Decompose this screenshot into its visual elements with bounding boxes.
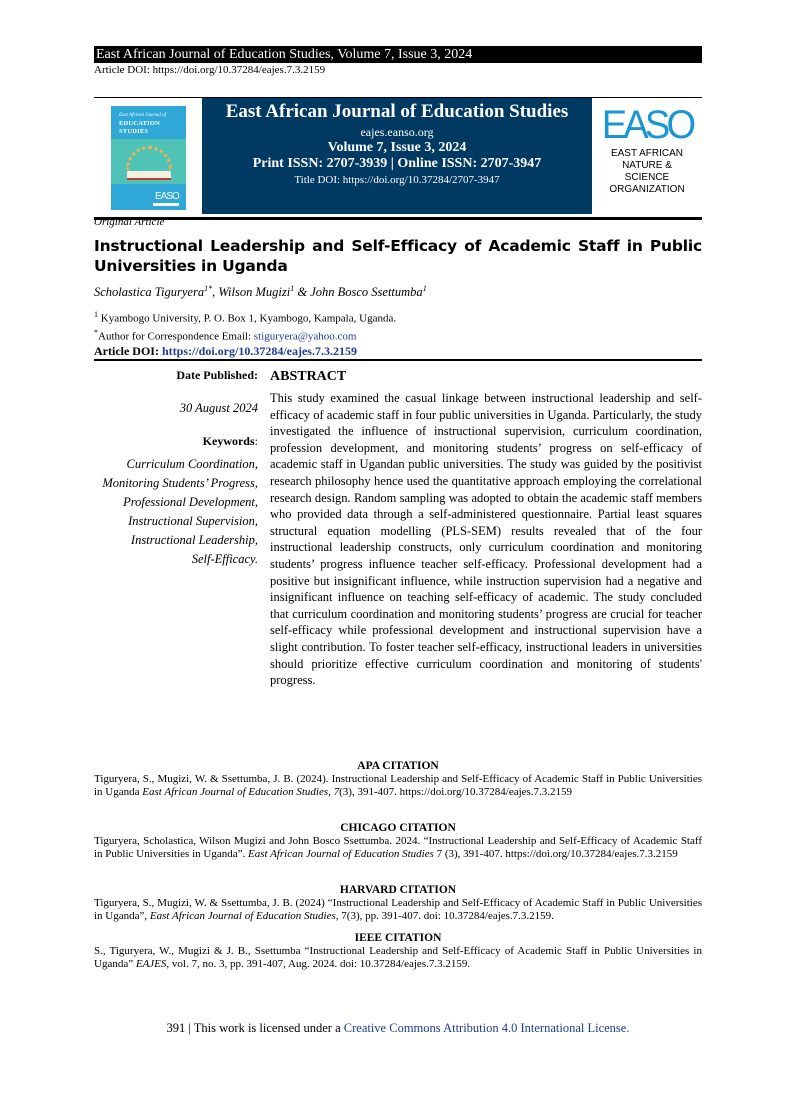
cover-cell (94, 98, 202, 214)
open-book-icon (127, 171, 171, 180)
citation-text: , 7(3), pp. 391-407. doi: 10.37284/eajes.7.3.2159. (335, 910, 554, 922)
article-type: Original Article (94, 216, 165, 228)
ieee-citation-text (94, 945, 702, 971)
page-footer (94, 1021, 702, 1036)
harvard-citation (94, 883, 702, 923)
author-affiliation-mark: 1 (290, 284, 295, 293)
license-link[interactable]: Creative Commons Attribution 4.0 International License. (343, 1021, 630, 1035)
author-name: Scholastica Tiguryera (94, 285, 205, 300)
affiliation-mark: 1 (94, 310, 98, 319)
organization-block (592, 98, 702, 214)
cover-title-line2: STUDIES (119, 128, 149, 135)
keyword: Professional Development, (123, 495, 258, 509)
article-doi (94, 344, 357, 359)
keywords-colon: : (254, 434, 258, 448)
keyword: Self-Efficacy. (191, 552, 258, 566)
harvard-citation-text (94, 897, 702, 923)
citation-journal: East African Journal of Education Studies (149, 910, 336, 922)
org-name-line: EAST AFRICAN (610, 148, 684, 159)
keyword: Monitoring Students’ Progress, (102, 476, 258, 490)
abstract-text: This study examined the casual linkage between instructional leadership and self-efficacy of academic staff in four public universities in Uganda. Particularly, the study investigated the influence of instructional supervision, curriculum coordination, profession development, and monitoring students’ progress on self-efficacy of academic staff in Ugandan public universities. The study was guided by the positivist research philosophy hence used the quantitative approach employing the correlational research design. Random sampling was adopted to obtain the academic staff members who provided data through a self-administered questionnaire. Partial least squares structural equation modelling (PLS-SEM) results revealed that of the four instructional leadership constructs, only curriculum coordination and monitoring students’ progress influence teacher self-efficacy. Professional development had a positive but insignificant influence, while instruction supervision had a negative and insignificant influence on teaching self-efficacy of academic. The study concluded that curriculum coordination and monitoring students’ progress are crucial for teacher self-efficacy while professional development and instructional supervision have a slight contribution. To foster teacher self-efficacy, instructional leaders in universities should prioritize effective curriculum coordination and monitoring of students' progress. (270, 391, 702, 688)
correspondence-email-link[interactable]: stiguryera@yahoo.com (253, 330, 357, 343)
ieee-citation (94, 931, 702, 971)
article-doi-link[interactable]: https://doi.org/10.37284/eajes.7.3.2159 (161, 344, 357, 358)
cover-logo: EASO (155, 191, 179, 202)
citation-text: 7 (3), 391-407. https://doi.org/10.37284/eajes.7.3.2159 (433, 848, 678, 860)
citation-text: , vol. 7, no. 3, pp. 391-407, Aug. 2024. doi: 10.37284/eajes.7.3.2159. (166, 958, 471, 970)
author-affiliation-mark: 1 (422, 284, 427, 293)
org-name-line: ORGANIZATION (609, 184, 685, 195)
affiliations (94, 308, 396, 343)
journal-volume: Volume 7, Issue 3, 2024 (327, 140, 467, 155)
apa-citation-text (94, 773, 702, 799)
cover-small-title: East African Journal of (119, 113, 166, 118)
citation-journal: East African Journal of Education Studies, (142, 786, 331, 798)
citation-journal: EAJES (135, 958, 167, 970)
keyword: Curriculum Coordination, (126, 457, 258, 471)
keywords-label (94, 434, 258, 449)
abstract-section (270, 368, 702, 689)
author-separator: , (212, 285, 219, 300)
keywords-label-text: Keywords (202, 434, 255, 448)
org-name-line: SCIENCE (624, 172, 670, 183)
author-name: John Bosco Ssettumba (310, 285, 423, 300)
harvard-citation-heading: HARVARD CITATION (339, 884, 457, 896)
article-title: Instructional Leadership and Self-Efficacy of Academic Staff in Public Universities in Uganda (94, 237, 702, 275)
article-doi-label: Article DOI: (94, 344, 162, 358)
chicago-citation (94, 821, 702, 861)
chicago-citation-heading: CHICAGO CITATION (340, 822, 456, 834)
citation-volume: 7 (330, 786, 340, 798)
affiliation-text: Kyambogo University, P. O. Box 1, Kyambogo, Kampala, Uganda. (100, 312, 397, 325)
keyword: Instructional Supervision, (128, 514, 258, 528)
article-sidebar (94, 368, 258, 569)
journal-issn: Print ISSN: 2707-3939 | Online ISSN: 2707-3947 (252, 156, 542, 171)
author-list (94, 284, 427, 300)
citation-text: S., Tiguryera, W., Mugizi & J. B., Ssettumba “Instructional Leadership and Self-Efficacy of Academic Staff in Public Universities in Uganda” (94, 945, 702, 970)
organization-name (592, 148, 702, 196)
journal-page (94, 46, 702, 1035)
journal-cover-image (111, 106, 186, 210)
org-name-line: NATURE & (622, 160, 672, 171)
author-name: Wilson Mugizi (218, 285, 291, 300)
author-separator: & (294, 285, 311, 300)
citation-journal: East African Journal of Education Studies (247, 848, 434, 860)
keyword: Instructional Leadership, (130, 533, 258, 547)
journal-title: East African Journal of Education Studies (225, 101, 569, 122)
footer-text: 391 | This work is licensed under a (166, 1021, 344, 1035)
citation-text: Tiguryera, S., Mugizi, W. & Ssettumba, J. B. (2024) “Instructional Leadership and Self-Efficacy of Academic Staff in Public Universities in Uganda”, (94, 897, 702, 922)
correspondence-label: Author for Correspondence Email: (98, 330, 254, 343)
journal-title-block (202, 98, 592, 214)
date-published: 30 August 2024 (179, 401, 258, 415)
citation-text: Tiguryera, S., Mugizi, W. & Ssettumba, J. B. (2024). Instructional Leadership and Self-Efficacy of Academic Staff in Public Universities in Uganda (94, 773, 702, 798)
chicago-citation-text (94, 835, 702, 861)
title-doi[interactable]: Title DOI: https://doi.org/10.37284/2707-3947 (294, 174, 500, 186)
apa-citation-heading: APA CITATION (357, 760, 439, 772)
citation-text: (3), 391-407. https://doi.org/10.37284/eajes.7.3.2159 (339, 786, 573, 798)
correspondence-mark: * (94, 327, 98, 337)
eanso-logo-icon: EASO (601, 103, 693, 147)
correspondence-line (94, 326, 396, 344)
citation-text: Tiguryera, Scholastica, Wilson Mugizi and John Bosco Ssettumba. 2024. “Instructional Leadership and Self-Efficacy of Academic Staff in Public Universities in Uganda”. (94, 835, 702, 860)
apa-citation (94, 759, 702, 799)
affiliation-line (94, 308, 396, 326)
running-header: East African Journal of Education Studies, Volume 7, Issue 3, 2024 (94, 46, 702, 63)
running-article-doi: Article DOI: https://doi.org/10.37284/eajes.7.3.2159 (94, 64, 326, 76)
ieee-citation-heading: IEEE CITATION (354, 932, 442, 944)
author-affiliation-mark: 1* (204, 284, 213, 293)
keywords-list (94, 455, 258, 569)
section-divider (94, 359, 702, 361)
date-published-label: Date Published: (176, 368, 258, 382)
abstract-heading: ABSTRACT (270, 369, 347, 384)
cover-title-line1: EDUCATION (119, 120, 161, 127)
cover-logo-bar (153, 203, 179, 206)
journal-masthead (94, 97, 702, 220)
journal-website[interactable]: eajes.eanso.org (360, 125, 434, 139)
